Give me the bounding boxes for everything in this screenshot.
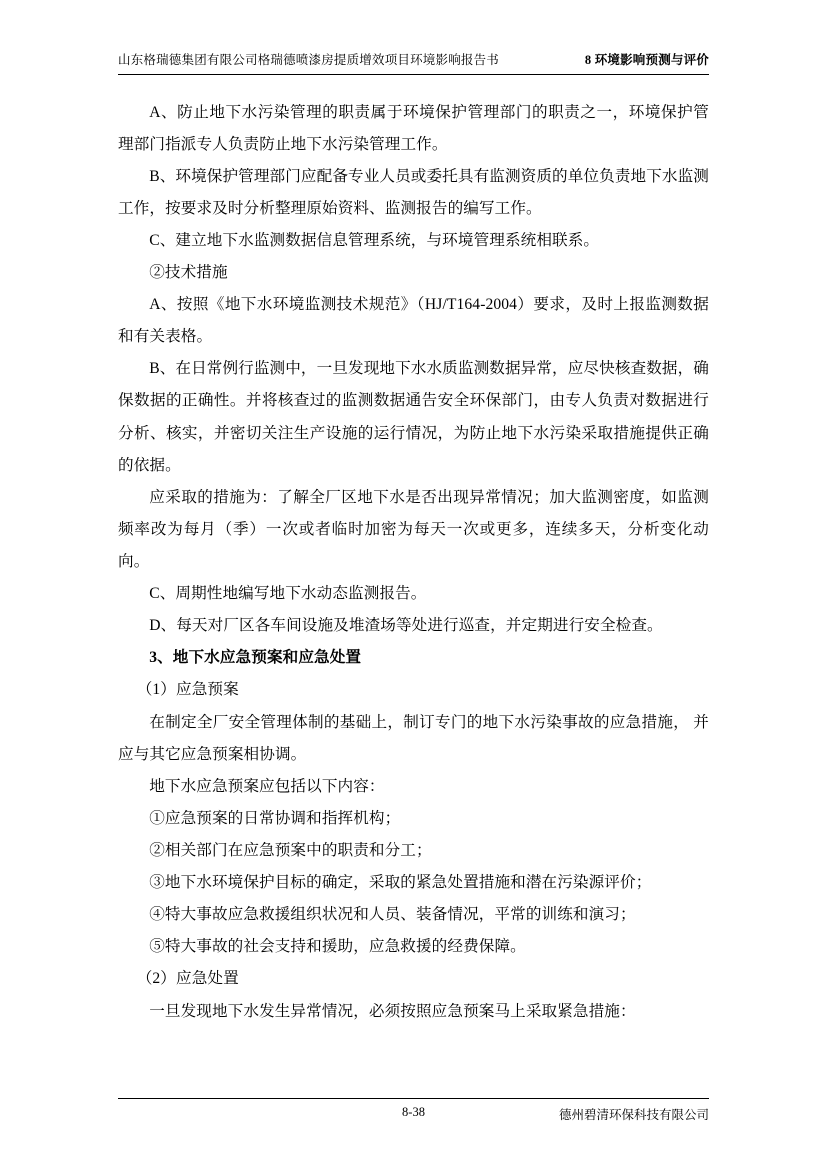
paragraph: A、防止地下水污染管理的职责属于环境保护管理部门的职责之一，环境保护管理部门指派专人负责防止地下水污染管理工作。 [118, 103, 709, 153]
list-item: ②相关部门在应急预案中的职责和分工； [149, 842, 432, 860]
footer-row [118, 1105, 709, 1123]
paragraph: C、周期性地编写地下水动态监测报告。 [149, 585, 427, 603]
paragraph: 一旦发现地下水发生异常情况，必须按照应急预案马上采取紧急措施： [149, 1002, 636, 1020]
paragraph: 在制定全厂安全管理体制的基础上，制订专门的地下水污染事故的应急措施， 并应与其它应急预案相协调。 [118, 713, 709, 763]
paragraph: C、建立地下水监测数据信息管理系统，与环境管理系统相联系。 [149, 231, 600, 249]
page-number: 8-38 [402, 1105, 425, 1119]
page-header [118, 52, 709, 75]
header-left-title: 山东格瑞德集团有限公司格瑞德喷漆房提质增效项目环境影响报告书 [118, 53, 500, 67]
list-item: ③地下水环境保护目标的确定，采取的紧急处置措施和潜在污染源评价； [149, 874, 652, 892]
paragraph: B、在日常例行监测中，一旦发现地下水水质监测数据异常，应尽快核查数据，确保数据的正确性。并将核查过的监测数据通告安全环保部门，由专人负责对数据进行分析、核实，并密切关注生产设施的运行情况，为防止地下水污染采取措施提供正确的依据。 [118, 360, 709, 474]
list-item: ⑤特大事故的社会支持和援助，应急救援的经费保障。 [149, 938, 526, 956]
paragraph: 应采取的措施为：了解全厂区地下水是否出现异常情况；加大监测密度，如监测频率改为每月（季）一次或者临时加密为每天一次或更多，连续多天，分析变化动向。 [118, 488, 709, 571]
document-body [118, 97, 709, 1028]
paragraph: ②技术措施 [149, 264, 228, 282]
paragraph: B、环境保护管理部门应配备专业人员或委托具有监测资质的单位负责地下水监测工作，按要求及时分析整理原始资料、监测报告的编写工作。 [118, 167, 709, 217]
page-content [118, 52, 709, 1028]
header-right-section: 8 环境影响预测与评价 [584, 53, 709, 67]
subsection-heading: （2）应急处置 [136, 970, 239, 988]
footer-company: 德州碧清环保科技有限公司 [558, 1108, 709, 1122]
paragraph: A、按照《地下水环境监测技术规范》（HJ/T164-2004）要求，及时上报监测数据和有关表格。 [118, 296, 709, 346]
paragraph: 地下水应急预案应包括以下内容： [149, 777, 385, 795]
paragraph: D、每天对厂区各车间设施及堆渣场等处进行巡查，并定期进行安全检查。 [149, 617, 663, 635]
section-heading: 3、地下水应急预案和应急处置 [149, 649, 362, 667]
list-item: ①应急预案的日常协调和指挥机构； [149, 809, 401, 827]
subsection-heading: （1）应急预案 [136, 681, 239, 699]
page-footer [118, 1098, 709, 1123]
list-item: ④特大事故应急救援组织状况和人员、装备情况，平常的训练和演习； [149, 906, 636, 924]
